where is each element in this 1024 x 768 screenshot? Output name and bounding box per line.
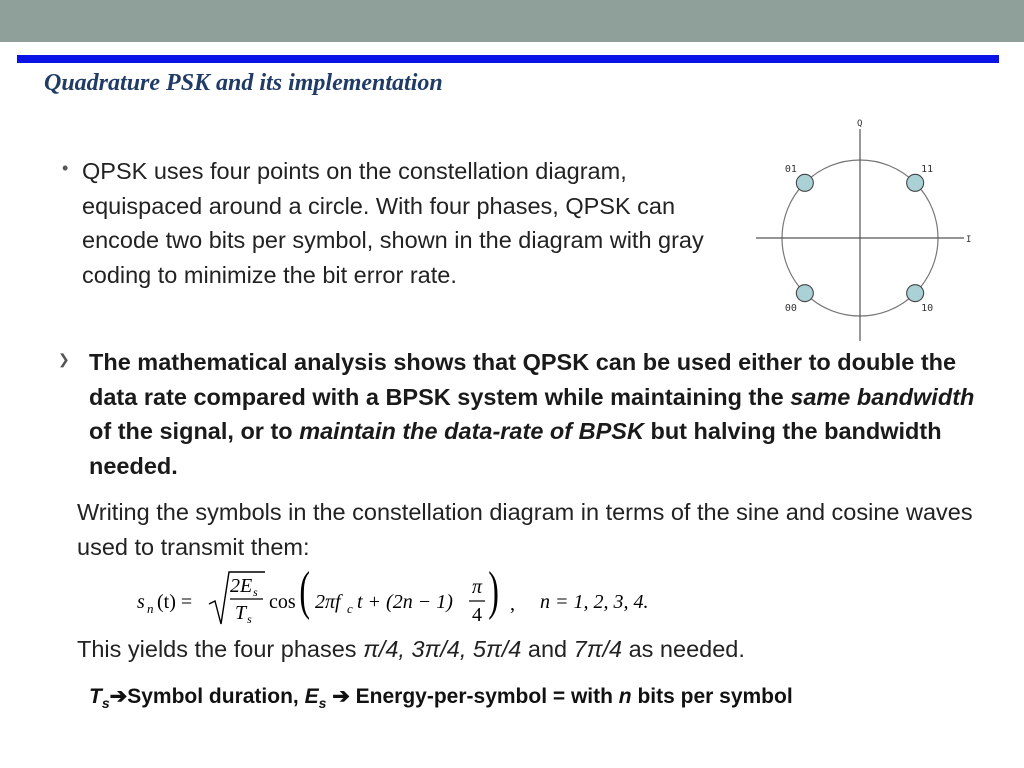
formula-inner-1-sub: c: [347, 601, 353, 616]
top-band: [0, 0, 1024, 42]
phases-list: π/4, 3π/4, 5π/4: [363, 636, 522, 662]
analysis-emphasis-same-bandwidth: same bandwidth: [790, 383, 975, 410]
constellation-label-00: 00: [784, 303, 797, 315]
constellation-point-11: [907, 174, 924, 191]
bullet-marker: •: [62, 158, 69, 178]
constellation-diagram: [750, 115, 980, 345]
arrow-icon: ➔: [109, 685, 128, 708]
formula-inner-2: t + (2n − 1): [357, 591, 453, 613]
analysis-text-2: of the signal, or to: [89, 418, 300, 444]
paren-open: (: [299, 568, 311, 621]
formula-inner-1: 2πf: [315, 591, 341, 613]
symbol-definitions: [89, 682, 1009, 718]
title-rule: [17, 55, 999, 63]
formula-lhs-sub: n: [147, 601, 154, 616]
qpsk-symbol-formula: [137, 568, 677, 630]
four-phases-text: [77, 632, 997, 666]
sqrt-numerator: 2E: [230, 575, 253, 597]
bullet-qpsk-description: QPSK uses four points on the constellation diagram, equispaced around a circle. With four phases, QPSK can encode two bits per symbol, shown in the diagram with gray coding to minimize the bit error rate.: [82, 158, 704, 288]
constellation-label-10: 10: [921, 303, 934, 315]
formula-comma: ,: [510, 593, 515, 615]
phase-last: 7π/4: [573, 636, 623, 662]
sqrt-denominator: T: [235, 602, 247, 624]
phases-suffix: as needed.: [622, 636, 745, 662]
constellation-label-11: 11: [921, 163, 934, 175]
constellation-point-01: [796, 174, 813, 191]
analysis-emphasis-data-rate: maintain the data-rate of BPSK: [299, 418, 644, 444]
sqrt-denominator-sub: s: [247, 612, 252, 626]
constellation-label-01: 01: [784, 163, 797, 175]
ts-definition: Symbol duration,: [127, 685, 305, 708]
fraction-denominator: 4: [472, 604, 482, 626]
analysis-text-3: but halving the bandwidth needed.: [89, 418, 942, 479]
formula-range: n = 1, 2, 3, 4.: [540, 591, 649, 613]
ts-subscript: s: [101, 695, 110, 712]
ts-symbol: T: [89, 685, 102, 708]
slide-title: Quadrature PSK and its implementation: [44, 70, 443, 96]
formula-lhs: s: [137, 591, 145, 613]
phases-prefix: This yields the four phases: [77, 636, 364, 662]
paren-close: ): [488, 568, 499, 621]
analysis-text-1: The mathematical analysis shows that QPSK can be used either to double the data rate compared with a BPSK system while maintaining the: [89, 349, 957, 410]
arrow-icon: ➔: [326, 685, 356, 708]
es-definition: Energy-per-symbol = with: [355, 685, 619, 708]
constellation-point-10: [907, 285, 924, 302]
fraction-numerator: π: [472, 576, 483, 598]
formula-cos: cos: [269, 591, 296, 613]
axis-label-q: Q: [857, 119, 863, 129]
constellation-point-00: [796, 285, 813, 302]
sqrt-numerator-sub: s: [253, 585, 258, 599]
es-symbol: E: [304, 685, 319, 708]
formula-lhs-arg: (t) =: [157, 591, 193, 613]
n-symbol: n: [618, 685, 632, 708]
arrow-bullet-marker: ❯: [58, 351, 70, 367]
phases-and: and: [521, 636, 574, 662]
axis-label-i: I: [966, 235, 972, 245]
bullet-math-analysis: [89, 345, 989, 483]
writing-symbols-text: Writing the symbols in the constellation diagram in terms of the sine and cosine waves used to transmit them:: [77, 499, 973, 560]
es-subscript: s: [318, 695, 327, 712]
bits-per-symbol: bits per symbol: [631, 685, 793, 708]
